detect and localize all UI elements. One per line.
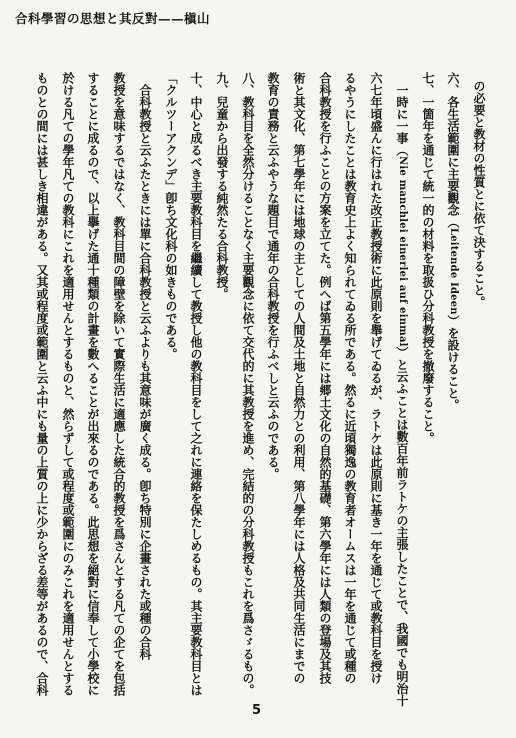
- text-column: [265, 72, 281, 712]
- text-column: [394, 84, 410, 724]
- column-text: 一時に一事（: [395, 84, 409, 156]
- column-text: 合科教授を行ふことの方案を立てた。例へば第五學年には郷土文化の自然的基礎、第六學年には人類の登場及其技: [318, 72, 332, 684]
- column-text: 十、中心と成るべき主要教科目を繼續して教授し他の教科目をして之れに連絡を保たしめるもの。其主要教科目とは: [189, 72, 203, 696]
- column-text: るやうにしたことは教育史上よく知られてゐる所である。然るに近頃獨逸の教育者オームスは一年を通じて或種の: [343, 72, 357, 684]
- text-column: [317, 72, 333, 712]
- text-column: [420, 72, 436, 712]
- column-text: することに成るので、以上擧げた通十種類の計畫を數へることが出來るのである。此思想を絕對に信奉して小學校に: [86, 72, 100, 696]
- latin-term: Leitende Ideen: [448, 228, 459, 315]
- latin-term: Nie manchlei einerlei auf einmal: [397, 156, 408, 347]
- page-number: 5: [252, 703, 262, 718]
- column-text: 七、一箇年を通じて統一的の材料を取扱ひ分科教授を撤廢すること。: [421, 72, 435, 444]
- text-column: [342, 72, 358, 712]
- column-text-after: ）を設けること。: [446, 314, 460, 411]
- running-title: 合科學習の思想と其反對——槇山: [15, 11, 211, 26]
- text-column: [85, 72, 101, 712]
- column-text: 八、教科目を全然分けることなく主要觀念に依て交代的に其教授を進め、完結的の分科教授もこれを爲さゞるもの。: [241, 72, 255, 696]
- text-column: [60, 72, 76, 712]
- column-text-after: ）と云ふことは數百年前ラトケの主張したことで、我國でも明治十: [395, 346, 409, 707]
- column-text: 六七年頃盛んに行はれた改正教授術に此原則を舉げてゐるが、ラトケは此原則に基き一年を通じて或教科目を授け: [369, 72, 383, 684]
- column-text: 六、各生活範圍に主要觀念（: [446, 72, 460, 228]
- column-text: 教授を意味するではなく、教科目間の障壁を除いて實際生活に適應した統合的教授を爲さんとする凡ての企てを包括: [112, 72, 126, 696]
- text-column: [445, 72, 461, 712]
- text-column: [137, 84, 153, 724]
- column-text: 「クルツーアクンデ」卽ち文化科の如きものである。: [164, 72, 178, 360]
- column-text: 九、兒童から出發する純然たる合科教授。: [215, 72, 229, 300]
- column-text: の必要と教材の性質とに依て決すること。: [472, 80, 486, 308]
- text-column: [34, 72, 50, 712]
- text-column: [163, 72, 179, 712]
- text-column: [471, 80, 487, 720]
- column-text: 於ける凡ての學年凡ての教科にこれを適用せんとするものと、然らずして或程度或範圍にのみこれを適用せんとする: [61, 72, 75, 696]
- text-column: [240, 72, 256, 712]
- column-text: ものとの間には甚しき相違がある。又其或程度或範圍と云ふ中にも量の上質の上に少からざる差等があるので、合科: [35, 72, 49, 696]
- text-column: [111, 72, 127, 712]
- column-text: 合科教授と云ふたときには單に合科教授と云ふよりも其意味が廣く成る。卽ち特別に企畫された或種の合科: [138, 84, 152, 660]
- text-column: [368, 72, 384, 712]
- column-text: 術と其文化、第七學年には地球の主としての人間及土地と自然力との利用、第八學年には人格及共同生活にまでの: [292, 72, 306, 684]
- column-text: 教育の責務と云ふやうな題目で通年の合科教授を行ふべしと云ふのである。: [266, 72, 280, 480]
- text-column: [188, 72, 204, 712]
- text-column: [214, 72, 230, 712]
- text-column: [291, 72, 307, 712]
